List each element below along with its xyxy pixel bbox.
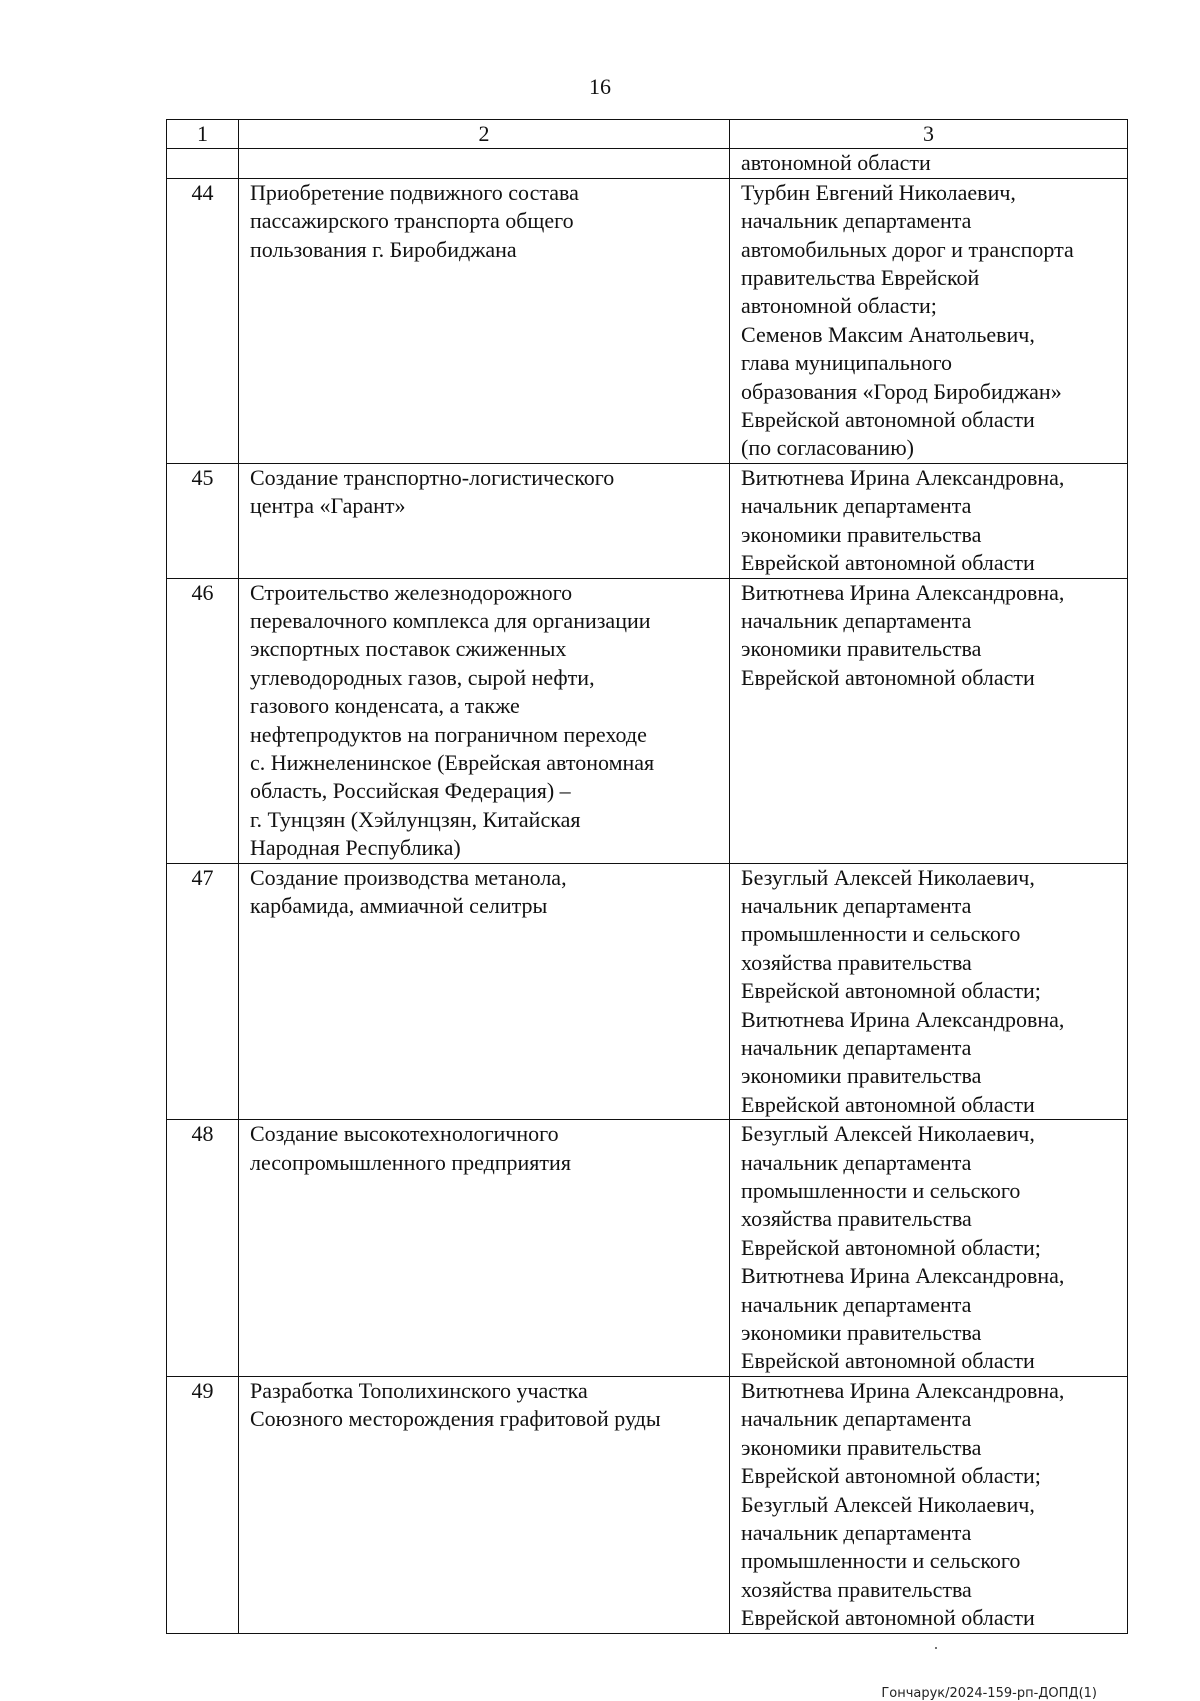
- table-row: [167, 578, 1128, 863]
- responsible-line: хозяйства правительства: [741, 1576, 972, 1602]
- responsible-line: Безуглый Алексей Николаевич,: [741, 1121, 1035, 1147]
- responsible-line: начальник департамента: [741, 1149, 972, 1175]
- responsible-cell: [730, 1376, 1128, 1633]
- project-line: область, Российская Федерация) –: [250, 778, 571, 804]
- project-line: углеводородных газов, сырой нефти,: [250, 664, 595, 690]
- project-line: карбамида, аммиачной селитры: [250, 892, 548, 918]
- header-col-3: 3: [730, 120, 1128, 149]
- project-cell: [239, 463, 730, 578]
- projects-table: [166, 119, 1128, 1634]
- responsible-line: начальник департамента: [741, 493, 972, 519]
- project-line: Разработка Тополихинского участка: [250, 1377, 588, 1403]
- project-cell: [239, 863, 730, 1120]
- responsible-line: Витютнева Ирина Александровна,: [741, 579, 1065, 605]
- project-line: Создание высокотехнологичного: [250, 1121, 559, 1147]
- responsible-line: промышленности и сельского: [741, 1178, 1021, 1204]
- continuation-project-cell: [239, 149, 730, 178]
- responsible-cell: [730, 178, 1128, 463]
- table-row: [167, 1120, 1128, 1377]
- responsible-line: Еврейской автономной области;: [741, 978, 1041, 1004]
- document-code: Гончарук/2024-159-рп-ДОПД(1): [881, 1686, 1097, 1701]
- row-number-cell: 44: [167, 178, 239, 463]
- project-cell: [239, 578, 730, 863]
- responsible-line: промышленности и сельского: [741, 1548, 1021, 1574]
- project-line: нефтепродуктов на пограничном переходе: [250, 721, 647, 747]
- responsible-cell: [730, 578, 1128, 863]
- responsible-line: Безуглый Алексей Николаевич,: [741, 1491, 1035, 1517]
- header-col-1: 1: [167, 120, 239, 149]
- responsible-line: Еврейской автономной области: [741, 550, 1035, 576]
- responsible-line: Витютнева Ирина Александровна,: [741, 464, 1065, 490]
- project-line: Приобретение подвижного состава: [250, 179, 579, 205]
- continuation-num-cell: [167, 149, 239, 178]
- responsible-line: Еврейской автономной области;: [741, 1463, 1041, 1489]
- project-cell: [239, 178, 730, 463]
- responsible-line: Семенов Максим Анатольевич,: [741, 321, 1035, 347]
- project-line: Создание производства метанола,: [250, 864, 567, 890]
- row-number-cell: 47: [167, 863, 239, 1120]
- responsible-cell: [730, 863, 1128, 1120]
- responsible-line: хозяйства правительства: [741, 949, 972, 975]
- header-col-2: 2: [239, 120, 730, 149]
- responsible-line: Еврейской автономной области;: [741, 1234, 1041, 1260]
- table-header-row: [167, 120, 1128, 149]
- project-line: Создание транспортно-логистического: [250, 464, 615, 490]
- responsible-line: Еврейской автономной области: [741, 407, 1035, 433]
- responsible-line: Еврейской автономной области: [741, 664, 1035, 690]
- continuation-line: автономной области: [741, 150, 931, 176]
- responsible-line: экономики правительства: [741, 521, 982, 547]
- row-number-cell: 48: [167, 1120, 239, 1377]
- responsible-line: начальник департамента: [741, 1406, 972, 1432]
- responsible-line: начальник департамента: [741, 1519, 972, 1545]
- row-number-cell: 49: [167, 1376, 239, 1633]
- responsible-line: экономики правительства: [741, 1320, 982, 1346]
- project-line: газового конденсата, а также: [250, 693, 520, 719]
- project-line: с. Нижнеленинское (Еврейская автономная: [250, 749, 655, 775]
- row-number-cell: 46: [167, 578, 239, 863]
- responsible-line: начальник департамента: [741, 208, 972, 234]
- continuation-responsible-cell: [730, 149, 1128, 178]
- responsible-line: Еврейской автономной области: [741, 1605, 1035, 1631]
- page-number: 16: [589, 74, 611, 99]
- stray-dot: [935, 1647, 937, 1649]
- responsible-line: начальник департамента: [741, 1035, 972, 1060]
- responsible-line: Безуглый Алексей Николаевич,: [741, 864, 1035, 890]
- project-cell: [239, 1376, 730, 1633]
- responsible-cell: [730, 463, 1128, 578]
- responsible-line: хозяйства правительства: [741, 1206, 972, 1232]
- project-line: перевалочного комплекса для организации: [250, 607, 651, 633]
- project-line: экспортных поставок сжиженных: [250, 636, 567, 662]
- responsible-line: начальник департамента: [741, 607, 972, 633]
- table-row: [167, 863, 1128, 1120]
- table-row: [167, 463, 1128, 578]
- project-line: пассажирского транспорта общего: [250, 208, 574, 234]
- project-line: Союзного месторождения графитовой руды: [250, 1406, 661, 1432]
- responsible-line: Витютнева Ирина Александровна,: [741, 1263, 1065, 1289]
- responsible-line: (по согласованию): [741, 435, 914, 461]
- responsible-line: правительства Еврейской: [741, 265, 980, 291]
- responsible-line: промышленности и сельского: [741, 921, 1021, 947]
- responsible-line: экономики правительства: [741, 636, 982, 662]
- project-line: пользования г. Биробиджана: [250, 236, 517, 262]
- project-line: Строительство железнодорожного: [250, 579, 573, 605]
- project-line: г. Тунцзян (Хэйлунцзян, Китайская: [250, 806, 581, 832]
- continuation-row: [167, 149, 1128, 178]
- project-line: Народная Республика): [250, 835, 461, 861]
- responsible-line: Витютнева Ирина Александровна,: [741, 1377, 1065, 1403]
- project-line: лесопромышленного предприятия: [250, 1149, 571, 1175]
- responsible-line: Витютнева Ирина Александровна,: [741, 1006, 1065, 1032]
- responsible-line: начальник департамента: [741, 892, 972, 918]
- responsible-line: образования «Город Биробиджан»: [741, 378, 1062, 404]
- responsible-line: глава муниципального: [741, 350, 953, 376]
- row-number-cell: 45: [167, 463, 239, 578]
- responsible-line: Еврейской автономной области: [741, 1348, 1035, 1374]
- responsible-line: автономной области;: [741, 293, 937, 319]
- responsible-cell: [730, 1120, 1128, 1377]
- responsible-line: экономики правительства: [741, 1063, 982, 1089]
- responsible-line: Турбин Евгений Николаевич,: [741, 179, 1016, 205]
- project-cell: [239, 1120, 730, 1377]
- table-row: [167, 178, 1128, 463]
- responsible-line: Еврейской автономной области: [741, 1091, 1035, 1117]
- table-row: [167, 1376, 1128, 1633]
- project-line: центра «Гарант»: [250, 493, 406, 519]
- responsible-line: начальник департамента: [741, 1291, 972, 1317]
- responsible-line: экономики правительства: [741, 1434, 982, 1460]
- responsible-line: автомобильных дорог и транспорта: [741, 236, 1074, 262]
